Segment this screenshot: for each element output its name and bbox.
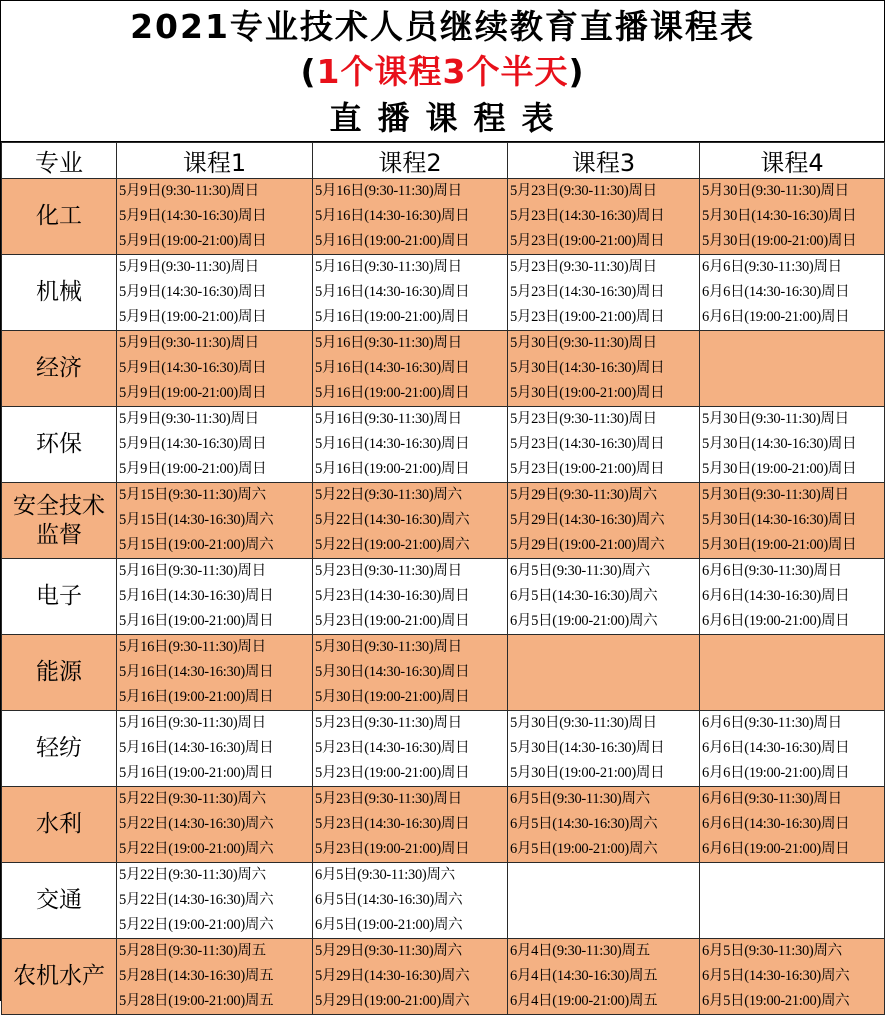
- session-time: 5月16日(9:30-11:30)周日: [119, 563, 266, 579]
- table-row: [2, 787, 885, 863]
- course-cell: [700, 255, 885, 331]
- course-cell: [117, 559, 313, 635]
- session-time: 5月23日(14:30-16:30)周日: [315, 588, 470, 604]
- session-time: 5月28日(9:30-11:30)周五: [119, 943, 266, 959]
- session-time: 5月30日(14:30-16:30)周日: [702, 208, 857, 224]
- major-cell: 机械: [2, 255, 117, 331]
- session-time: 6月5日(14:30-16:30)周六: [315, 892, 463, 908]
- session-time: 5月22日(14:30-16:30)周六: [315, 512, 470, 528]
- session-time: 5月9日(19:00-21:00)周日: [119, 385, 267, 401]
- course-cell: [508, 863, 700, 939]
- session-time: 6月6日(19:00-21:00)周日: [702, 613, 850, 629]
- course-cell: [117, 787, 313, 863]
- table-row: [2, 255, 885, 331]
- session-time: 5月30日(19:00-21:00)周日: [702, 233, 857, 249]
- course-cell: [508, 179, 700, 255]
- major-cell: 化工: [2, 179, 117, 255]
- header-row: [2, 143, 885, 179]
- course-cell: [313, 711, 508, 787]
- session-time: 5月30日(9:30-11:30)周日: [702, 183, 849, 199]
- session-time: 5月23日(19:00-21:00)周日: [315, 841, 470, 857]
- course-cell: [313, 179, 508, 255]
- session-time: 5月28日(19:00-21:00)周五: [119, 993, 274, 1009]
- session-time: 5月9日(19:00-21:00)周日: [119, 461, 267, 477]
- session-time: 5月16日(9:30-11:30)周日: [315, 259, 462, 275]
- session-time: 6月5日(19:00-21:00)周六: [315, 917, 463, 933]
- header-course-1: 课程1: [117, 143, 313, 179]
- course-cell: [313, 939, 508, 1015]
- session-time: 5月22日(9:30-11:30)周六: [315, 487, 462, 503]
- course-cell: [313, 863, 508, 939]
- session-time: 5月16日(19:00-21:00)周日: [119, 765, 274, 781]
- session-time: 5月23日(9:30-11:30)周日: [315, 715, 462, 731]
- course-cell: [700, 483, 885, 559]
- course-cell: [313, 483, 508, 559]
- table-row: [2, 331, 885, 407]
- session-time: 5月16日(9:30-11:30)周日: [119, 715, 266, 731]
- session-time: 6月5日(19:00-21:00)周六: [510, 841, 658, 857]
- session-time: 5月16日(14:30-16:30)周日: [315, 360, 470, 376]
- course-cell: [508, 483, 700, 559]
- session-time: 5月16日(19:00-21:00)周日: [315, 461, 470, 477]
- session-time: 5月16日(14:30-16:30)周日: [119, 664, 274, 680]
- session-time: 5月29日(14:30-16:30)周六: [315, 968, 470, 984]
- session-time: 6月6日(14:30-16:30)周日: [702, 588, 850, 604]
- session-time: 5月30日(9:30-11:30)周日: [702, 411, 849, 427]
- course-cell: [700, 179, 885, 255]
- session-time: 5月15日(14:30-16:30)周六: [119, 512, 274, 528]
- session-time: 5月16日(9:30-11:30)周日: [315, 411, 462, 427]
- session-time: 5月9日(19:00-21:00)周日: [119, 309, 267, 325]
- session-time: 5月30日(14:30-16:30)周日: [315, 664, 470, 680]
- subtitle-open-paren: (: [300, 52, 317, 91]
- session-time: 5月22日(19:00-21:00)周六: [119, 917, 274, 933]
- course-cell: [117, 255, 313, 331]
- session-time: 5月29日(14:30-16:30)周六: [510, 512, 665, 528]
- subtitle-highlight: 1个课程3个半天: [316, 52, 569, 91]
- course-cell: [508, 635, 700, 711]
- session-time: 6月4日(19:00-21:00)周五: [510, 993, 658, 1009]
- course-cell: [700, 635, 885, 711]
- session-time: 5月23日(9:30-11:30)周日: [510, 183, 657, 199]
- major-cell: 经济: [2, 331, 117, 407]
- session-time: 5月29日(9:30-11:30)周六: [510, 487, 657, 503]
- course-cell: [700, 407, 885, 483]
- session-time: 5月23日(9:30-11:30)周日: [510, 259, 657, 275]
- course-cell: [313, 407, 508, 483]
- session-time: 5月16日(14:30-16:30)周日: [315, 284, 470, 300]
- major-cell: 电子: [2, 559, 117, 635]
- session-time: 6月5日(9:30-11:30)周六: [315, 867, 455, 883]
- major-cell: 农机水产: [2, 939, 117, 1015]
- major-cell: 环保: [2, 407, 117, 483]
- course-cell: [313, 331, 508, 407]
- session-time: 6月4日(9:30-11:30)周五: [510, 943, 650, 959]
- session-time: 5月9日(14:30-16:30)周日: [119, 436, 267, 452]
- session-time: 5月23日(14:30-16:30)周日: [510, 436, 665, 452]
- session-time: 5月23日(14:30-16:30)周日: [510, 284, 665, 300]
- session-time: 5月30日(19:00-21:00)周日: [510, 385, 665, 401]
- course-cell: [700, 939, 885, 1015]
- session-time: 5月16日(19:00-21:00)周日: [315, 309, 470, 325]
- header-major: 专业: [2, 143, 117, 179]
- table-row: [2, 407, 885, 483]
- course-cell: [700, 711, 885, 787]
- session-time: 5月9日(9:30-11:30)周日: [119, 183, 259, 199]
- course-cell: [700, 331, 885, 407]
- session-time: 5月9日(14:30-16:30)周日: [119, 208, 267, 224]
- session-time: 6月5日(14:30-16:30)周六: [510, 588, 658, 604]
- session-time: 6月6日(9:30-11:30)周日: [702, 259, 842, 275]
- course-cell: [508, 939, 700, 1015]
- table-row: [2, 711, 885, 787]
- session-time: 5月30日(14:30-16:30)周日: [702, 512, 857, 528]
- course-cell: [117, 407, 313, 483]
- course-cell: [313, 255, 508, 331]
- session-time: 5月9日(9:30-11:30)周日: [119, 259, 259, 275]
- session-time: 5月9日(19:00-21:00)周日: [119, 233, 267, 249]
- session-time: 5月22日(9:30-11:30)周六: [119, 867, 266, 883]
- session-time: 5月23日(19:00-21:00)周日: [510, 461, 665, 477]
- session-time: 5月30日(19:00-21:00)周日: [510, 765, 665, 781]
- session-time: 6月6日(9:30-11:30)周日: [702, 563, 842, 579]
- session-time: 5月22日(19:00-21:00)周六: [315, 537, 470, 553]
- course-cell: [117, 863, 313, 939]
- course-cell: [117, 711, 313, 787]
- session-time: 5月30日(19:00-21:00)周日: [315, 689, 470, 705]
- session-time: 5月9日(14:30-16:30)周日: [119, 360, 267, 376]
- session-time: 5月15日(9:30-11:30)周六: [119, 487, 266, 503]
- session-time: 5月16日(19:00-21:00)周日: [119, 613, 274, 629]
- course-cell: [117, 331, 313, 407]
- course-cell: [508, 407, 700, 483]
- session-time: 5月15日(19:00-21:00)周六: [119, 537, 274, 553]
- session-time: 5月23日(19:00-21:00)周日: [315, 613, 470, 629]
- course-cell: [700, 787, 885, 863]
- session-time: 5月23日(14:30-16:30)周日: [510, 208, 665, 224]
- header-course-3: 课程3: [508, 143, 700, 179]
- header-course-2: 课程2: [313, 143, 508, 179]
- course-cell: [700, 559, 885, 635]
- session-time: 5月29日(19:00-21:00)周六: [510, 537, 665, 553]
- session-time: 5月16日(19:00-21:00)周日: [315, 233, 470, 249]
- session-time: 5月16日(14:30-16:30)周日: [119, 740, 274, 756]
- major-cell: 安全技术 监督: [2, 483, 117, 559]
- session-time: 5月22日(14:30-16:30)周六: [119, 892, 274, 908]
- schedule-table: [1, 142, 885, 1015]
- session-time: 5月30日(19:00-21:00)周日: [702, 537, 857, 553]
- session-time: 5月22日(19:00-21:00)周六: [119, 841, 274, 857]
- session-time: 6月6日(19:00-21:00)周日: [702, 841, 850, 857]
- session-time: 6月5日(19:00-21:00)周六: [510, 613, 658, 629]
- session-time: 5月30日(9:30-11:30)周日: [510, 335, 657, 351]
- session-time: 6月6日(9:30-11:30)周日: [702, 791, 842, 807]
- major-cell: 轻纺: [2, 711, 117, 787]
- session-time: 5月23日(19:00-21:00)周日: [510, 309, 665, 325]
- major-cell: 水利: [2, 787, 117, 863]
- session-time: 5月9日(9:30-11:30)周日: [119, 335, 259, 351]
- main-title: 2021专业技术人员继续教育直播课程表: [130, 7, 755, 46]
- session-time: 6月6日(9:30-11:30)周日: [702, 715, 842, 731]
- subtitle: [1, 51, 884, 93]
- session-time: 5月30日(19:00-21:00)周日: [702, 461, 857, 477]
- session-time: 5月16日(9:30-11:30)周日: [119, 639, 266, 655]
- table-row: [2, 635, 885, 711]
- table-row: [2, 863, 885, 939]
- session-time: 6月5日(9:30-11:30)周六: [510, 791, 650, 807]
- session-time: 5月16日(14:30-16:30)周日: [119, 588, 274, 604]
- course-cell: [313, 787, 508, 863]
- course-cell: [508, 331, 700, 407]
- session-time: 5月30日(14:30-16:30)周日: [702, 436, 857, 452]
- session-time: 6月5日(9:30-11:30)周六: [510, 563, 650, 579]
- schedule-body: [2, 179, 885, 1015]
- session-time: 6月6日(14:30-16:30)周日: [702, 284, 850, 300]
- session-time: 5月23日(19:00-21:00)周日: [315, 765, 470, 781]
- course-cell: [313, 635, 508, 711]
- session-time: 5月29日(9:30-11:30)周六: [315, 943, 462, 959]
- session-time: 5月23日(14:30-16:30)周日: [315, 740, 470, 756]
- course-cell: [313, 559, 508, 635]
- session-time: 6月5日(9:30-11:30)周六: [702, 943, 842, 959]
- header-course-4: 课程4: [700, 143, 885, 179]
- session-time: 5月23日(19:00-21:00)周日: [510, 233, 665, 249]
- session-time: 6月4日(14:30-16:30)周五: [510, 968, 658, 984]
- session-time: 6月5日(14:30-16:30)周六: [510, 816, 658, 832]
- session-time: 5月23日(14:30-16:30)周日: [315, 816, 470, 832]
- session-time: 5月30日(9:30-11:30)周日: [315, 639, 462, 655]
- session-time: 5月23日(9:30-11:30)周日: [510, 411, 657, 427]
- session-time: 5月16日(9:30-11:30)周日: [315, 335, 462, 351]
- session-time: 5月30日(14:30-16:30)周日: [510, 360, 665, 376]
- session-time: 5月16日(9:30-11:30)周日: [315, 183, 462, 199]
- session-time: 6月5日(19:00-21:00)周六: [702, 993, 850, 1009]
- session-time: 5月22日(9:30-11:30)周六: [119, 791, 266, 807]
- session-time: 5月16日(14:30-16:30)周日: [315, 208, 470, 224]
- session-time: 5月23日(9:30-11:30)周日: [315, 563, 462, 579]
- table-row: [2, 559, 885, 635]
- course-cell: [508, 711, 700, 787]
- session-time: 6月6日(14:30-16:30)周日: [702, 816, 850, 832]
- course-cell: [508, 559, 700, 635]
- course-cell: [117, 635, 313, 711]
- session-time: 5月16日(14:30-16:30)周日: [315, 436, 470, 452]
- subtitle-close-paren: ): [568, 52, 585, 91]
- session-time: 6月6日(19:00-21:00)周日: [702, 309, 850, 325]
- major-cell: 能源: [2, 635, 117, 711]
- session-time: 5月30日(9:30-11:30)周日: [510, 715, 657, 731]
- table-row: [2, 483, 885, 559]
- course-cell: [700, 863, 885, 939]
- major-cell: 交通: [2, 863, 117, 939]
- session-time: 5月28日(14:30-16:30)周五: [119, 968, 274, 984]
- session-time: 5月23日(9:30-11:30)周日: [315, 791, 462, 807]
- session-time: 5月30日(14:30-16:30)周日: [510, 740, 665, 756]
- course-cell: [117, 179, 313, 255]
- session-time: 6月5日(14:30-16:30)周六: [702, 968, 850, 984]
- session-time: 5月16日(19:00-21:00)周日: [315, 385, 470, 401]
- course-cell: [117, 939, 313, 1015]
- session-time: 6月6日(19:00-21:00)周日: [702, 765, 850, 781]
- course-cell: [508, 787, 700, 863]
- session-time: 5月9日(9:30-11:30)周日: [119, 411, 259, 427]
- session-time: 5月16日(19:00-21:00)周日: [119, 689, 274, 705]
- session-time: 6月6日(14:30-16:30)周日: [702, 740, 850, 756]
- session-time: 5月30日(9:30-11:30)周日: [702, 487, 849, 503]
- table-row: [2, 939, 885, 1015]
- session-time: 5月9日(14:30-16:30)周日: [119, 284, 267, 300]
- session-time: 5月22日(14:30-16:30)周六: [119, 816, 274, 832]
- course-cell: [508, 255, 700, 331]
- table-row: [2, 179, 885, 255]
- title-block: [1, 1, 884, 142]
- table-caption: 直播课程表: [329, 99, 570, 137]
- session-time: 5月29日(19:00-21:00)周六: [315, 993, 470, 1009]
- course-cell: [117, 483, 313, 559]
